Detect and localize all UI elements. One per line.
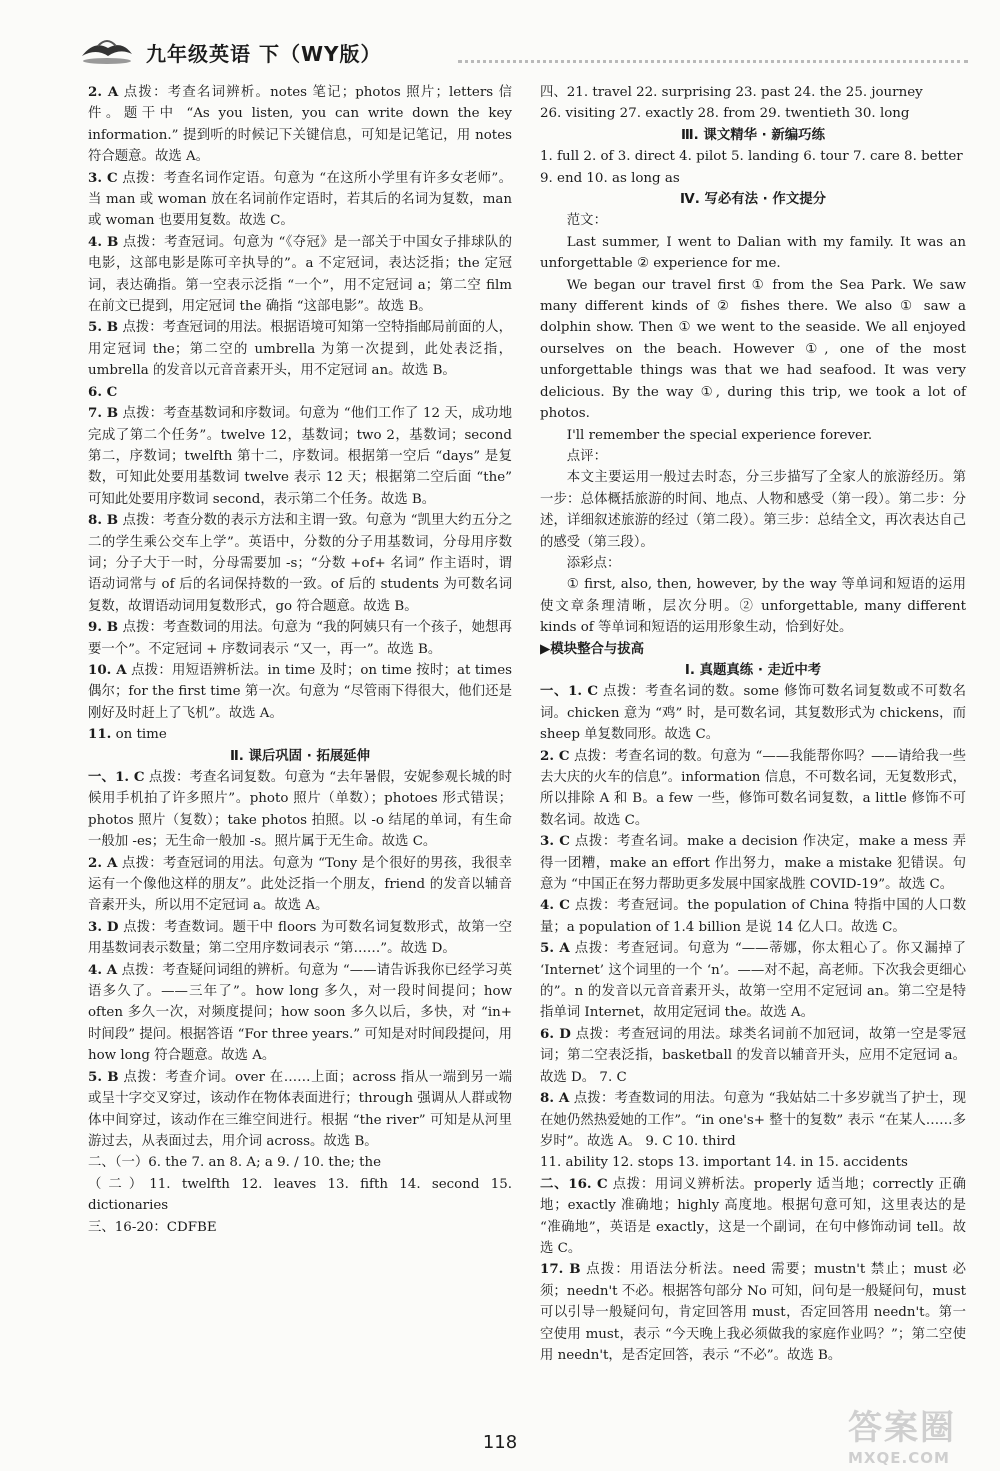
commentary-paragraph: 范文： [566,213,607,229]
answer-explanation: 点拨：考查分数的表示方法和主谓一致。句意为 “凯里大约五分之二的学生乘公交车上学”。英语中，分数的分子用基数词，分母用序数词；分子大于一时，分母需要加 -s；“分数 +of+ 名词” 作主语时，谓语动词常与 of 后的名词保持数的一致。of 后的 students 为可数名词复数，故谓语动词用复数形式，go 符合题意。故选 B。 [88,513,513,614]
answer-item [540,1174,966,1260]
answer-label: 4. C [540,897,570,914]
answer-item [88,853,512,917]
answer-item [88,767,512,853]
header-divider [458,60,968,63]
answer-label: 2. A [88,84,119,100]
answer-explanation: 点拨：考查冠词。句意为 “《夺冠》是一部关于中国女子排球队的电影，这部电影是陈可辛执导的”。a 不定冠词，表达泛指；the 定冠词，表达确指。第一空表示泛指 “一个”，用不定冠词 a；第二空 film 在前文已提到，用定冠词 the 确指 “这部电影”。故选 B。 [88,234,512,315]
answer-item [88,403,512,510]
answer-item [540,681,966,745]
answer-label: 17. B [540,1261,581,1278]
answer-line: 四、21. travel 22. surprising 23. past 24. the 25. journey [540,85,923,100]
answer-explanation: 点拨：考查疑问词组的辨析。句意为 “——请告诉我你已经学习英语多久了。——三年了”。how long 多久，对一段时间提问；how often 多久一次，对频度提问；how soon 多久以后，多快，对 “in+ 时间段” 提问。根据答语 “For three years.” 可知是对时间段提问，用 how long 符合题意。故选 A。 [88,962,512,1064]
header-title: 九年级英语 下（WY版） [146,42,382,66]
answer-item [88,917,512,960]
answer-explanation: 点拨：用词义辨析法。properly 适当地；correctly 正确地；exactly 准确地；highly 高度地。根据句意可知，这里表达的是 “准确地”，英语是 exactly，这是一个副词，在句中修饰动词 tell。故选 C。 [540,1176,966,1256]
answer-label: 5. A [540,940,570,957]
answer-label: 二、16. C [540,1175,608,1192]
answer-item [88,168,512,232]
watermark-url: MXQE.COM [848,1449,950,1467]
answer-label: 4. A [88,961,118,978]
answer-label: 一、1. C [88,769,145,785]
answer-explanation: 点拨：考查数词的用法。句意为 “我的阿姨只有一个孩子，她想再要一个”。不定冠词 + 序数词表示 “又一，再一”。故选 B。 [88,620,513,657]
section-heading: Ⅰ. 真题真练 · 走近中考 [684,662,822,678]
answer-label: 3. C [540,833,570,850]
answer-item [88,617,512,660]
answer-label: 5. B [88,319,119,336]
answer-explanation: 点拨：考查名词。make a decision 作决定，make a mess 弄得一团糟，make an effort 作出努力，make a mistake 犯错误。句意为 “中国正在努力帮助更多发展中国家战胜 COVID-19”。故选 C。 [540,834,966,893]
answer-explanation: 点拨：考查冠词的用法。根据语境可知第一空特指邮局前面的人，用定冠词 the；第二空的 umbrella 为第一次提到，此处表泛指，umbrella 的发音以元音音素开头，用不定冠词 an。故选 B。 [88,320,512,379]
answer-item [88,660,512,724]
answer-line: （二）11. twelfth 12. leaves 13. fifth 14. second 15. dictionaries [88,1176,512,1214]
answer-explanation: on time [115,727,167,743]
answer-line: 三、16-20：CDFBE [88,1219,217,1235]
right-column [540,82,966,1366]
book-logo-icon [78,34,136,68]
module-heading: ▶模块整合与拔高 [540,641,645,657]
answer-label: 8. A [540,1090,570,1107]
answer-line: 9. end 10. as long as [540,170,680,186]
answer-item [540,938,966,1024]
answer-item [540,1259,966,1366]
left-column [88,82,512,1238]
answer-line: 二、（一）6. the 7. an 8. A; a 9. / 10. the; the [88,1155,382,1171]
commentary-paragraph: ① first, also, then, however, by the way 等单词和短语的运用使文章条理清晰，层次分明。② unforgettable, many different kinds of 等单词和短语的运用形象生动，恰到好处。 [540,577,966,636]
commentary-paragraph: 本文主要运用一般过去时态，分三步描写了全家人的旅游经历。第一步：总体概括旅游的时间、地点、人物和感受（第一段）。第二步：分述，详细叙述旅游的经过（第二段）。第三步：总结全文，再次表达自己的感受（第三段）。 [540,470,966,550]
answer-label: 3. C [88,169,118,186]
answer-explanation: 点拨：用短语辨析法。in time 及时；on time 按时；at times 偶尔；for the first time 第一次。句意为 “尽管雨下得很大，他们还是刚好及时赶上了飞机”。故选 A。 [88,662,512,721]
section-heading: Ⅳ. 写必有法 · 作文提分 [680,192,826,208]
answer-item [88,510,512,617]
answer-label: 5. B [88,1068,119,1085]
answer-explanation: 点拨：考查基数词和序数词。句意为 “他们工作了 12 天，成功地完成了第二个任务”。twelve 12，基数词；two 2，基数词；second 第二，序数词；twelfth 第十二，序数词。根据第一空后 “days” 是复数，可知此处要用基数词 twelve 表示 12 天；根据第二空后面 “the” 可知此处要用序数词 second，表示第二个任务。故选 B。 [88,406,512,507]
essay-paragraph: We began our travel first ① from the Sea Park. We saw many different kinds of ② fishes there. We also ① saw a dolphin show. Then ① we went to the seaside. We all enjoyed ourselves on the beach. However ①, one of the most unforgettable things was that we had seafood. It was very delicious. By the way ①, during this trip, we took a lot of photos. [540,277,966,422]
essay-paragraph: I'll remember the special experience forever. [566,427,873,443]
answer-item [88,317,512,381]
answer-item [540,895,966,938]
answer-item [540,1024,966,1088]
answer-label: 9. B [88,619,119,636]
answer-item [88,1067,512,1153]
answer-label: 6. C [88,383,118,400]
answer-label: 4. B [88,233,119,250]
answer-item [88,382,512,403]
answer-label: 2. C [540,747,570,764]
page-header [78,28,968,74]
commentary-paragraph: 点评： [566,448,607,464]
answer-explanation: 点拨：考查数词。题干中 floors 为可数名词复数形式，故第一空用基数词表示数量；第二空用序数词表示 “第……”。故选 D。 [88,919,512,957]
answer-label: 一、1. C [540,683,599,700]
answer-line: 26. visiting 27. exactly 28. from 29. twentieth 30. long [540,106,910,122]
answer-explanation: 点拨：考查名词复数。句意为 “去年暑假，安妮参观长城的时候用手机拍了许多照片”。photo 照片（单数）；photoes 形式错误；photos 照片（复数）；take photos 拍照。以 -o 结尾的单词，有生命一般加 -es；无生命一般加 -s。照片属于无生命。故选 C。 [88,770,512,850]
sample-essay [540,232,966,446]
answer-explanation: 点拨：考查名词作定语。句意为 “在这所小学里有许多女老师”。当 man 或 woman 放在名词前作定语时，若其后的名词为复数，man 或 woman 也要用复数。故选 C。 [88,170,512,229]
answer-label: 2. A [88,854,118,871]
answer-label: 7. B [88,405,119,422]
answer-item [540,1088,966,1152]
page-number: 118 [482,1432,518,1453]
section-heading: Ⅲ. 课文精华 · 新编巧练 [681,127,825,143]
answer-explanation: 点拨：考查数词的用法。句意为 “我姑姑二十多岁就当了护士，现在她仍然热爱她的工作”。“in one's+ 整十的复数” 表示 “在某人……多岁时”。故选 A。 9. C 10. third [540,1091,966,1149]
section-heading: Ⅱ. 课后巩固 · 拓展延伸 [229,748,371,764]
answer-explanation: 点拨：考查名词辨析。notes 笔记；photos 照片；letters 信件。题干中 “As you listen, you can write down the key information.” 提到听的时候记下关键信息，可知是记笔记，用 notes 符合题意。故选 A。 [88,85,513,165]
watermark-logo-text: 答案圈 [848,1408,956,1448]
watermark [848,1400,976,1467]
answer-item [88,960,512,1067]
answer-label: 3. D [88,918,119,935]
answer-explanation: 点拨：考查冠词的用法。句意为 “Tony 是个很好的男孩，我很幸运有一个像他这样的朋友”。此处泛指一个朋友，friend 的发音以辅音音素开头，所以用不定冠词 a。故选 A。 [88,855,513,914]
answer-line: 1. full 2. of 3. direct 4. pilot 5. landing 6. tour 7. care 8. better [540,149,963,165]
answer-line: 11. ability 12. stops 13. important 14. in 15. accidents [540,1155,908,1171]
answer-label: 10. A [88,661,127,678]
answer-item [88,724,512,745]
answer-explanation: 点拨：考查冠词。the population of China 特指中国的人口数量；a population of 1.4 billion 是说 14 亿人口。故选 C。 [540,898,966,935]
answer-label: 6. D [540,1025,571,1042]
answer-explanation: 点拨：考查名词的数。句意为 “——我能帮你吗？——请给我一些去大庆的火车的信息”。information 信息，不可数名词，无复数形式，所以排除 A 和 B。a few 一些，修饰可数名词复数，a little 修饰不可数名词。故选 C。 [540,748,966,828]
answer-explanation: 点拨：考查冠词的用法。球类名词前不加冠词，故第一空是零冠词；第二空表泛指，basketball 的发音以辅音开头，应用不定冠词 a。故选 D。 7. C [540,1026,966,1085]
answer-item [88,232,512,318]
answer-label: 11. [88,726,112,743]
answer-explanation: 点拨：考查冠词。句意为 “——蒂娜，你太粗心了。你又漏掉了 ‘Internet’ 这个词里的一个 ‘n’。——对不起，高老师。下次我会更细心的”。n 的发音以元音音素开头，故第一空用不定冠词 an。第二空是特指单词 Internet，故用定冠词 the。故选 A。 [540,941,966,1021]
answer-explanation: 点拨：考查名词的数。some 修饰可数名词复数或不可数名词。chicken 意为 “鸡” 时，是可数名词，其复数形式为 chickens，而 sheep 单复数同形。故选 C。 [540,684,966,743]
answer-explanation: 点拨：考查介词。over 在……上面；across 指从一端到另一端或呈十字交叉穿过，该动作在物体表面进行；through 强调从人群或物体中间穿过，该动作在三维空间进行。根据 “the river” 可知是从河里游过去，从表面过去，用介词 across。故选 B。 [88,1069,512,1149]
answer-item [540,746,966,832]
essay-paragraph: Last summer, I went to Dalian with my family. It was an unforgettable ② experience for me. [540,234,966,272]
answer-label: 8. B [88,512,119,529]
answer-item [88,82,512,168]
answer-item [540,831,966,895]
answer-explanation: 点拨：用语法分析法。need 需要；mustn't 禁止；must 必须；needn't 不必。根据答句部分 No 可知，问句是一般疑问句，must 可以引导一般疑问句，肯定回答用 must，否定回答用 needn't。第一空使用 must，表示 “今天晚上我必须做我的家庭作业吗？”；第二空使用 needn't，是否定回答，表示 “不必”。故选 B。 [540,1262,966,1363]
commentary-paragraph: 添彩点： [566,555,621,571]
